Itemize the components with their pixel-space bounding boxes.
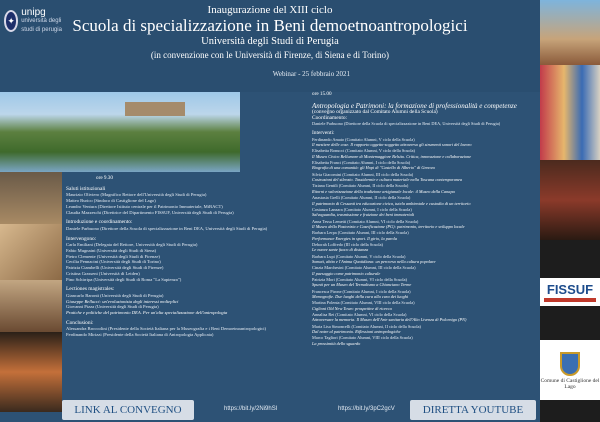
program-block-title: Intervengono: [66,235,97,242]
talk-title: Il Museo Civico Bellumore di Montemaggiore Belsito. Critica, innovazione e collaborazione [312,153,472,159]
program-line: Maurizio Oliviero (Magnifico Rettore dell'Università degli Studi di Perugia) [66,192,207,198]
program-line: Giovanni Pizza (Università degli Studi di Perugia) [66,304,159,310]
talk-speaker: Marco Tagliori (Comitato Alumni, VIII ciclo della Scuola) [312,335,413,341]
program-block [66,287,280,316]
talk-item [312,148,536,159]
program-block-title: Saluti istituzionali [66,185,106,192]
webinar-date: Webinar - 25 febbraio 2021 [272,70,350,78]
coordination-text: Daniele Parbuono (Direttore della Scuola di specializzazione in Beni DEA, Università degli Studi di Perugia) [312,121,501,127]
photo-lake-landscape [0,92,240,172]
program-line: Pietro Clemente (Università degli Studi di Firenze) [66,253,160,259]
talk-speaker: Ferdinando Amato (Comitato Alumni, V ciclo della Scuola) [312,136,415,142]
talk-speaker: Cinzia Marchesini (Comitato Alumni, III ciclo della Scuola) [312,265,416,271]
comune-crest-icon [560,352,580,376]
photo-castle [125,102,185,116]
program-line: Carla Emiliani (Delegata del Rettore, Università degli Studi di Perugia) [66,242,198,248]
program-line: Ferdinando Mirizzi (Presidente della Società Italiana di Antropologia Applicata) [66,332,214,338]
convegno-link-button[interactable]: LINK AL CONVEGNO [62,400,194,420]
afternoon-time: ore 15.00 [312,91,332,97]
talk-title: Ciglioni Old New Town: prospettive di ricerca [312,305,392,311]
program-block [66,187,280,216]
talk-item [312,300,536,311]
photo-column [540,0,600,422]
logo-subtext: università degli studi di perugia [21,17,62,33]
talk-title: La prossimità dello sguardo [312,340,361,346]
morning-program [66,176,280,406]
talk-title: Somati, abito e l'Anima Quotidiana: un percorso nella cultura popolare [312,258,436,264]
program-line: Leandro Ventura (Direttore Istituto centrale per il Patrimonio Immateriale, MiBACT) [66,203,223,209]
photo-forge [0,332,62,412]
talk-speaker: Costanza Lanzara (Comitato Alumni, I ciclo della Scuola) [312,206,412,212]
university-name: Università degli Studi di Perugia [201,36,339,47]
talk-title: Biografia di una comunità: gli Hopi di "Castello di Alberto" di Genova [312,165,435,171]
youtube-live-button[interactable]: DIRETTA YOUTUBE [410,400,536,420]
talk-item [312,242,536,253]
talk-title: Il Museo della Pastorizia e Caseificazione (PG): patrimonio, territorio e sviluppo locale [312,223,465,229]
talk-item [312,289,536,300]
talk-speaker: Maria Lisa Simoncelli (Comitato Alumni, II ciclo della Scuola) [312,323,421,329]
coordination-label: Coordinamento: [312,114,348,121]
inauguration-title: Inaugurazione del XIII ciclo [207,4,333,16]
photo-craft-1 [0,172,62,224]
talk-item [312,195,536,206]
talk-item [312,277,536,288]
talk-title: Costruzioni del silenzio. Tassidermie e cultura materiale nella Toscana contemporanea [312,177,463,183]
convegno-url[interactable]: https://bit.ly/2Ni9hSl [224,406,278,412]
talk-speaker: Barbara Lupi (Comitato Alumni, V ciclo della Scuola) [312,253,406,259]
talk-speaker: Anna Tessa Lemetti (Comitato Alumni, VI ciclo della Scuola) [312,218,419,224]
program-line: Matteo Burico (Sindaco di Castiglione del Lago) [66,198,156,204]
talk-item [312,183,536,194]
photo-craft-3 [0,280,62,332]
photo-procession [540,65,600,160]
talk-item [312,137,536,148]
header-band [0,0,540,92]
program-line: Giancarlo Baronti (Università degli Studi di Perugia) [66,292,164,298]
talk-title: Spunti per un Museo del Termalismo a Chianciano Terme [312,282,412,288]
talk-item [312,230,536,241]
talk-speaker: Annalisa Rei (Comitato Alumni, VI ciclo della Scuola) [312,312,407,318]
school-title: Scuola di specializzazione in Beni demoetnoantropologici [72,16,468,35]
program-block-title: Introduzione e coordinamento: [66,219,133,226]
youtube-url[interactable]: https://bit.ly/3pC2gcV [338,406,395,412]
talk-title: Ritorni e valorizzazione della tradizione artigianale locale: il Museo della Canapa [312,188,455,194]
talk-speaker: Elisabetta Bonucci (Comitato Alumni, V ciclo della Scuola) [312,148,415,154]
program-line: Daniele Parbuono (Direttore della Scuola di specializzazione in Beni DEA, Università degli Studi di Perugia) [66,225,268,231]
program-block-title: Lectiones magistrales: [66,286,115,293]
program-block [66,237,280,283]
talk-speaker: Anastasia Grelli (Comitato Alumni, II ciclo della Scuola) [312,195,411,201]
talk-speaker: Deborah Loffredo (III ciclo della Scuola) [312,241,383,247]
morning-time: ore 9.30 [96,175,113,181]
talk-speaker: Silvia Giacomini (Comitato Alumni, III ciclo della Scuola) [312,171,414,177]
university-seal-icon: ✦ [4,10,18,32]
program-line: Giuseppe Bellucci: un'evoluzionista degli interessi molteplici [66,298,179,304]
talk-speaker: Francesca Pirone (Comitato Alumni, I ciclo della Scuola) [312,288,411,294]
logo-text: unipg [21,6,46,18]
talk-speaker: Barbara Lerpa (Comitato Alumni, III ciclo della Scuola) [312,230,409,236]
photo-craft-2 [0,224,62,280]
conference-subtitle: (convegno organizzato dal Comitato Alumni della Scuola) [312,109,438,116]
talk-item [312,265,536,276]
talk-item [312,335,536,346]
talk-title: Le nuove sante fuoco di distanza [312,247,369,253]
program-line: Cecilia Pennacini (Università degli Studi di Torino) [66,259,161,265]
program-line: Cristina Grasseni (Università di Leiden) [66,270,140,276]
talk-item [312,160,536,171]
program-line: Patrizia Ciambelli (Università degli Studi di Firenze) [66,265,164,271]
talk-title: Il mestiere delle cose. Il rapporto oggetto-soggetto attraverso gli strumenti sonori del lavoro [312,142,472,148]
photo-theatre [540,160,600,240]
talk-speaker: Tiziana Gentili (Comitato Alumni, II ciclo della Scuola) [312,183,409,189]
conference-title: Antropologia e Patrimoni: la formazione di professionalità e competenze [312,102,517,111]
talk-title: Salvaguardia, trasmissione e fruizione dei beni immateriali [312,212,415,218]
program-line: Pratiche e politiche del patrimonio DEA. Per un'alta specializzazione dell'antropologia [66,310,228,316]
talk-speaker: Elisabetta Franci (Comitato Alumni, I ciclo della Scuola) [312,160,411,166]
talk-title: Dal notre al patrimonio. Riflessioni antropologiche [312,329,401,335]
program-line: Pino Schirripa (Università degli Studi di Roma "La Sapienza") [66,276,182,282]
program-block [66,220,280,231]
talk-title: Il patrimonio di Cessanti tra educazione civica, tutela ambientale e custodia di un territorio [312,200,471,206]
talk-item [312,219,536,230]
interventions-label: Interventi: [312,130,335,137]
talk-title: Il paesaggio come patrimonio culturale [312,270,381,276]
afternoon-program [312,92,536,398]
talk-title: Performance Energies in sport. Il girio, la parola [312,235,398,241]
program-block [66,321,280,338]
talk-item [312,172,536,183]
fissuf-name: FISSUF [546,282,594,297]
talk-title: Memografie. Due luoghi della cura alla cura dei luoghi [312,294,409,299]
comune-logo [540,340,600,400]
left-photo-strip [0,172,62,412]
program-block-title: Conclusioni: [66,319,94,326]
comune-name: Comune di Castiglione del Lago [540,378,600,390]
convention-note: (in convenzione con le Università di Firenze, di Siena e di Torino) [150,50,390,60]
talk-title: Attraversare la memoria. Il Museo dell'Arte sanitaria dell'Alto Livenza di Polcenigo (PN) [312,317,467,323]
program-line: Alessandra Broccolini (Presidente della Società Italiana per la Museografia e i Beni Demoetnoantropologici) [66,326,267,332]
program-line: Claudia Mazzeschi (Direttrice del Dipartimento FISSUF, Università degli Studi di Perugia) [66,209,234,215]
talk-item [312,254,536,265]
fissuf-bar [544,298,596,302]
talk-item [312,207,536,218]
talk-speaker: Patrizia Mori (Comitato Alumni, VI ciclo della Scuola) [312,276,407,282]
talk-speaker: Martina Polenta (Comitato Alumni, VIII ciclo della Scuola) [312,300,415,306]
program-line: Fabio Mugnaini (Università degli Studi di Siena) [66,248,157,254]
talk-item [312,324,536,335]
photo-town [540,0,600,65]
talk-item [312,312,536,323]
fissuf-logo [540,278,600,306]
